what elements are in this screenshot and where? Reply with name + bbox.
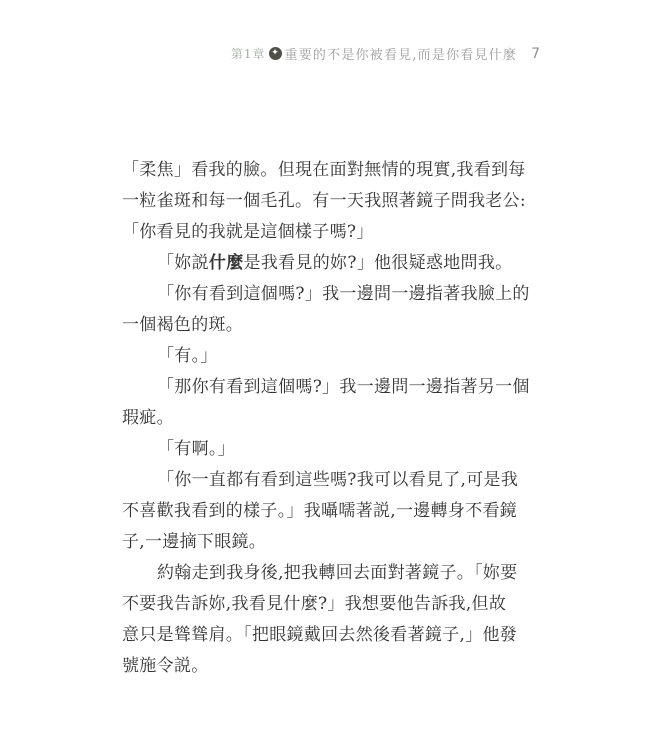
text-line: 「你有看到這個嗎?」我一邊問一邊指著我臉上的 (157, 284, 530, 304)
chapter-label: 第1章 (230, 47, 266, 61)
text-line: 約翰走到我身後,把我轉回去面對著鏡子。「妳要 (157, 563, 518, 583)
text-line: 不喜歡我看到的樣子。」我囁嚅著説,一邊轉身不看鏡 (122, 501, 518, 521)
emphasis-text: 什麼 (208, 253, 244, 273)
text-line: 一粒雀斑和每一個毛孔。有一天我照著鏡子問我老公: (122, 191, 526, 211)
text-line: 一個褐色的斑。 (122, 315, 244, 335)
text-line: 「你看見的我就是這個樣子嗎?」 (122, 222, 374, 242)
text-line: 「柔焦」看我的臉。但現在面對無情的現實,我看到每 (122, 160, 526, 180)
text-segment: 「妳説 (157, 253, 209, 273)
text-line: 意只是聳聳肩。「把眼鏡戴回去然後看著鏡子,」他發 (122, 625, 518, 645)
text-line: 瑕疵。 (122, 408, 174, 428)
flower-ornament-icon (269, 47, 282, 60)
text-line: 號施令説。 (122, 656, 209, 676)
flower-ornament-glyph: ✦ (271, 48, 279, 58)
page-number: 7 (531, 45, 540, 62)
text-line: 子,一邊摘下眼鏡。 (122, 532, 267, 552)
chapter-title: 重要的不是你被看見,而是你看見什麼 (284, 48, 518, 63)
body-text (122, 155, 540, 682)
text-line: 「有啊。」 (157, 439, 235, 459)
text-line: 「你一直都有看到這些嗎?我可以看見了,可是我 (157, 470, 519, 490)
text-segment: 是我看見的妳?」他很疑惑地問我。 (243, 253, 513, 273)
text-line: 不要我告訴妳,我看見什麼?」我想要他告訴我,但故 (122, 594, 507, 614)
text-line: 「有。」 (157, 346, 218, 366)
text-line: 「那你有看到這個嗎?」我一邊問一邊指著另一個 (157, 377, 530, 397)
text-line (122, 248, 540, 279)
running-header (0, 44, 540, 63)
